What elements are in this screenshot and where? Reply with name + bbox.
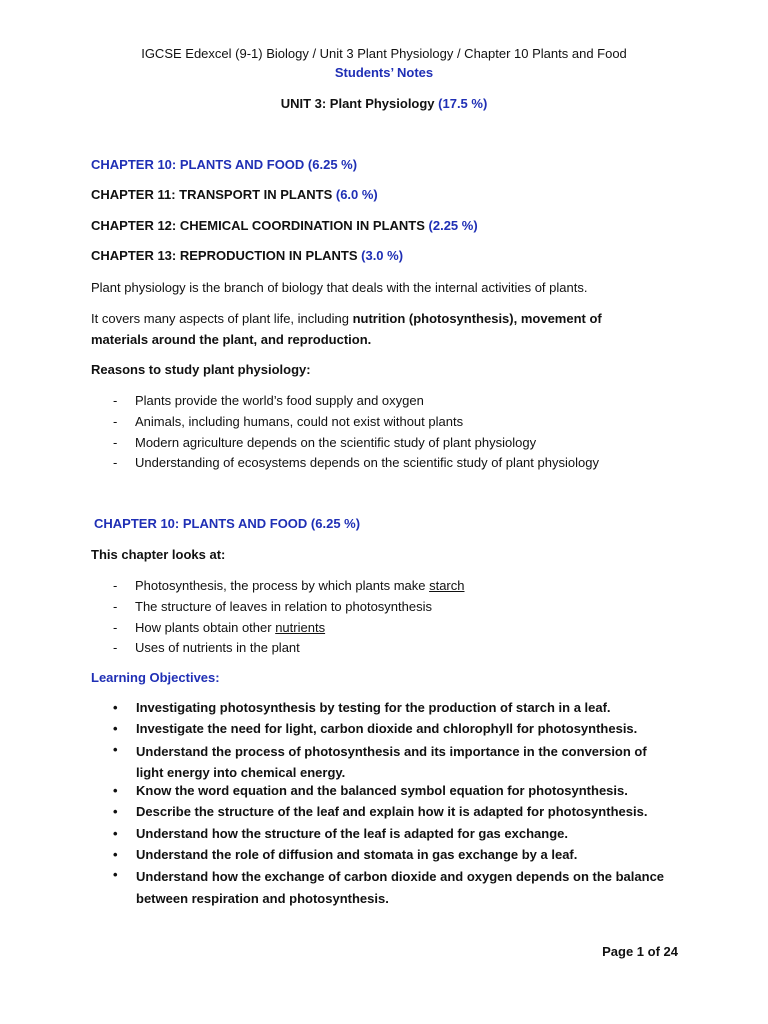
document-header-subtitle: Students’ Notes (334, 65, 434, 80)
topic-text-plain: How plants obtain other (135, 619, 276, 635)
unit-label: UNIT 3: Plant Physiology (280, 96, 439, 111)
chapter-13-percentage: (3.0 %) (361, 248, 404, 263)
objective-text: Understand the role of diffusion and stomata in gas exchange by a leaf. (136, 847, 578, 863)
objective-text: Understand the process of photosynthesis and its importance in the conversion of light energy into chemical energy. (136, 743, 647, 780)
bullet-marker: • (113, 804, 118, 820)
topic-text (135, 640, 300, 656)
unit-heading (0, 96, 768, 112)
learning-objectives-list (113, 700, 673, 909)
chapter-10-section-heading (94, 516, 694, 532)
topic-text (135, 620, 325, 636)
intro-paragraph-2 (91, 311, 691, 327)
list-item (113, 435, 673, 456)
list-item (113, 578, 673, 599)
list-item (113, 847, 673, 868)
list-item (113, 599, 673, 620)
list-item (113, 700, 673, 721)
chapter-10-label: CHAPTER 10: PLANTS AND FOOD (6.25 %) (91, 157, 358, 172)
chapter-13-line (91, 248, 691, 264)
unit-percentage: (17.5 %) (438, 96, 488, 111)
list-item (113, 640, 673, 661)
reasons-list (113, 393, 673, 476)
dash-marker: - (113, 619, 118, 635)
chapter-12-line (91, 218, 691, 234)
dash-marker: - (113, 598, 118, 614)
objective-text: Understand how the exchange of carbon dioxide and oxygen depends on the balance between respiration and photosynthesis. (136, 869, 665, 906)
chapter-12-percentage: (2.25 %) (428, 218, 478, 233)
dash-marker: - (113, 434, 118, 450)
reasons-heading: Reasons to study plant physiology: (91, 362, 311, 377)
list-item (113, 804, 673, 825)
chapter-10-line (91, 157, 691, 173)
reason-text: Animals, including humans, could not exist without plants (135, 413, 464, 429)
topic-text (135, 599, 432, 615)
list-item (113, 721, 673, 742)
intro-paragraph-2-bold-1: nutrition (photosynthesis), movement of (352, 311, 602, 326)
list-item (113, 783, 673, 804)
objective-text: Understand how the structure of the leaf is adapted for gas exchange. (136, 825, 568, 841)
bullet-marker: • (113, 825, 118, 841)
bullet-marker: • (113, 783, 118, 799)
intro-paragraph-1: Plant physiology is the branch of biology that deals with the internal activities of plants. (91, 280, 588, 295)
bullet-marker: • (113, 867, 118, 883)
page-number: Page 1 of 24 (602, 944, 678, 959)
list-item (113, 414, 673, 435)
chapter-11-percentage: (6.0 %) (335, 187, 378, 202)
list-item (113, 866, 673, 909)
reason-text: Modern agriculture depends on the scientific study of plant physiology (135, 434, 537, 450)
chapter-10-topics-list (113, 578, 673, 661)
objective-text: Investigate the need for light, carbon dioxide and chlorophyll for photosynthesis. (136, 721, 638, 737)
topic-text-plain: Photosynthesis, the process by which plants make (135, 578, 430, 593)
reason-text: Plants provide the world’s food supply and oxygen (135, 393, 424, 408)
topic-text-plain: The structure of leaves in relation to photosynthesis (135, 598, 432, 614)
chapter-12-label: CHAPTER 12: CHEMICAL COORDINATION IN PLANTS (91, 218, 429, 233)
topic-underlined-term: starch (429, 578, 465, 593)
intro-paragraph-2-bold-2: materials around the plant, and reproduction. (91, 332, 372, 347)
topic-underlined-term: nutrients (275, 619, 326, 635)
list-item (113, 620, 673, 641)
topic-text-plain: Uses of nutrients in the plant (135, 640, 300, 656)
reason-text: Understanding of ecosystems depends on the scientific study of plant physiology (135, 455, 599, 471)
topic-text (135, 578, 465, 594)
dash-marker: - (113, 578, 118, 593)
document-header-title: IGCSE Edexcel (9-1) Biology / Unit 3 Plant Physiology / Chapter 10 Plants and Food (141, 46, 627, 61)
chapter-11-line (91, 187, 691, 203)
chapter-looks-at-heading: This chapter looks at: (91, 547, 226, 562)
chapter-10-section-percentage: (6.25 %) (310, 516, 361, 531)
chapter-13-label: CHAPTER 13: REPRODUCTION IN PLANTS (91, 248, 362, 263)
dash-marker: - (113, 640, 118, 656)
dash-marker: - (113, 413, 118, 429)
bullet-marker: • (113, 700, 118, 715)
chapter-11-label: CHAPTER 11: TRANSPORT IN PLANTS (91, 187, 336, 202)
objective-text: Know the word equation and the balanced symbol equation for photosynthesis. (136, 783, 628, 799)
dash-marker: - (113, 393, 118, 408)
objective-text: Describe the structure of the leaf and explain how it is adapted for photosynthesis. (136, 804, 648, 820)
list-item (113, 393, 673, 414)
chapter-10-section-label: CHAPTER 10: PLANTS AND FOOD (94, 516, 311, 531)
intro-paragraph-2-start: It covers many aspects of plant life, including (91, 311, 353, 326)
list-item (113, 741, 673, 784)
list-item (113, 455, 673, 476)
bullet-marker: • (113, 741, 118, 757)
bullet-marker: • (113, 721, 118, 737)
objective-text: Investigating photosynthesis by testing for the production of starch in a leaf. (136, 700, 611, 715)
dash-marker: - (113, 455, 118, 471)
learning-objectives-heading: Learning Objectives: (91, 670, 220, 685)
bullet-marker: • (113, 847, 118, 863)
list-item (113, 826, 673, 847)
